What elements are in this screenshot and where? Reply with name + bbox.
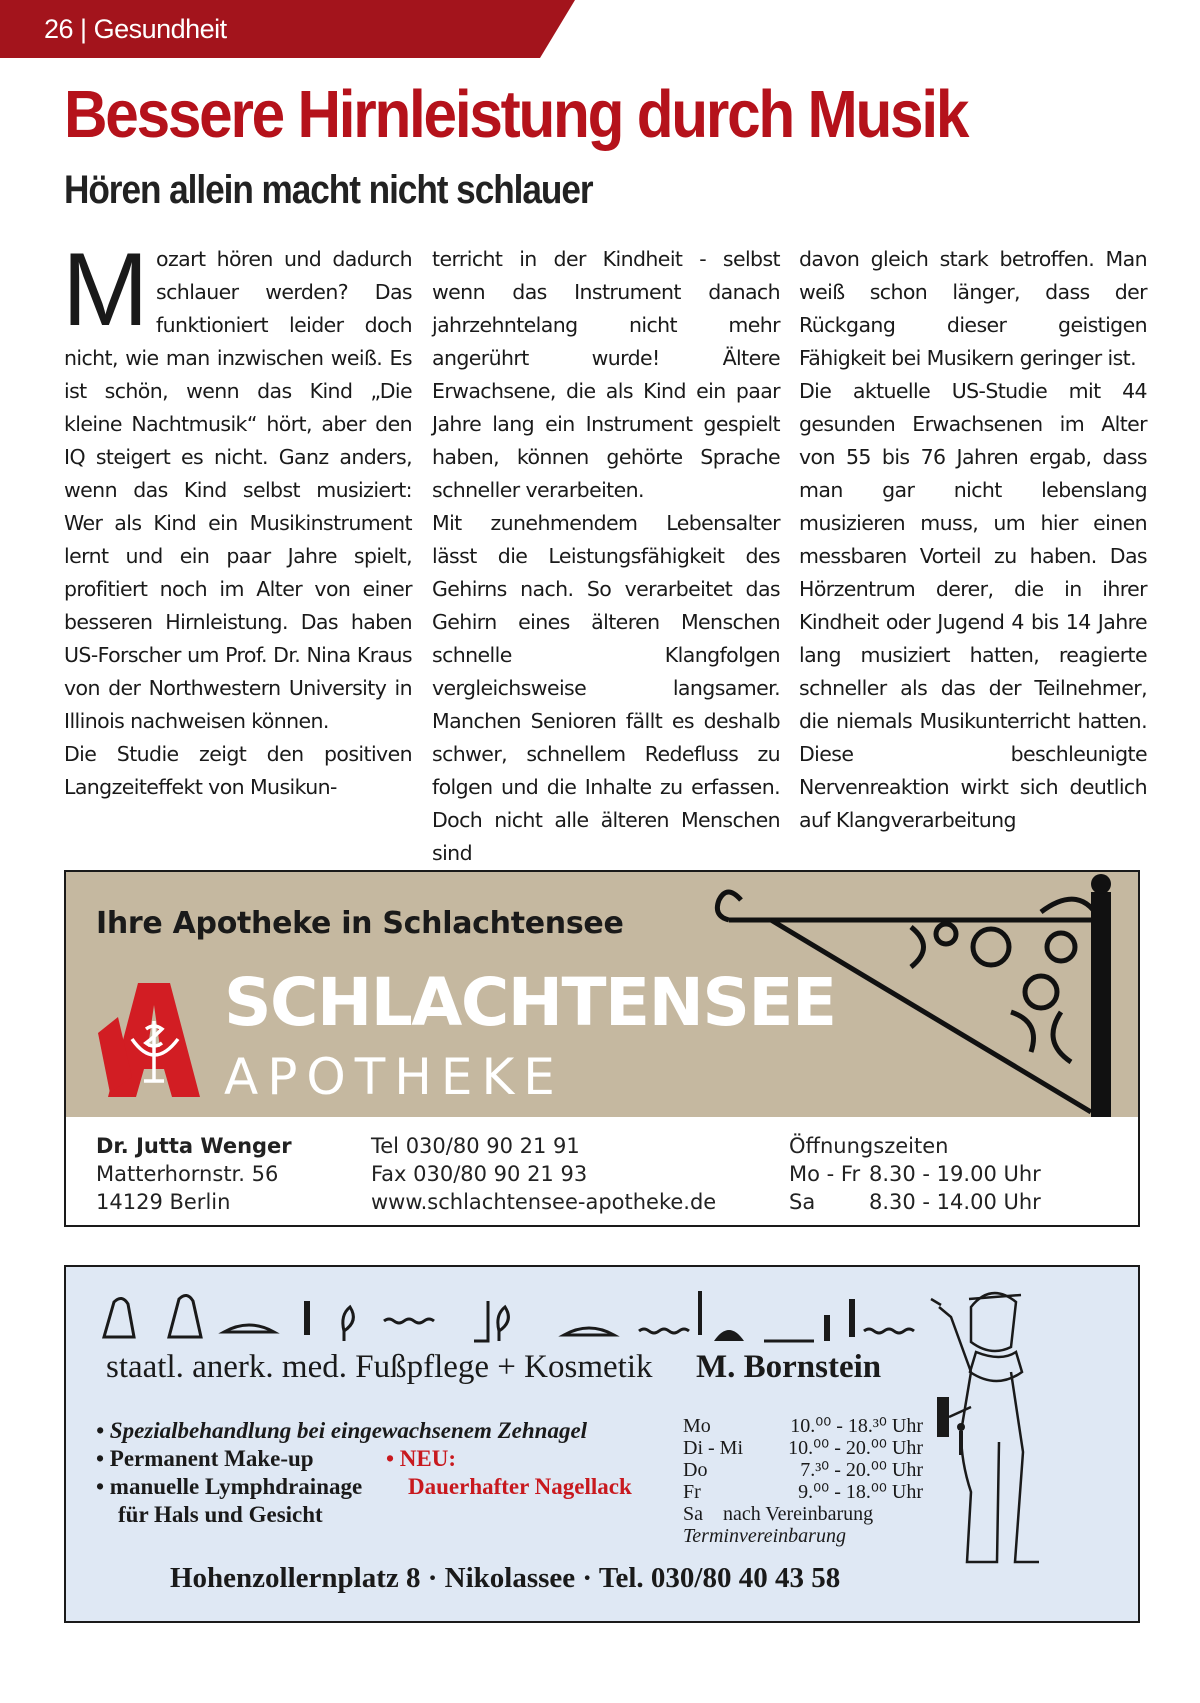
apotheke-brand-sub: APOTHEKE (224, 1048, 564, 1106)
fusspflege-services (96, 1417, 632, 1529)
fusspflege-hours (683, 1415, 923, 1547)
hours-time: 8.30 - 19.00 Uhr (869, 1162, 1041, 1186)
hours-day: Sa (789, 1190, 816, 1214)
apotheke-ad (64, 870, 1140, 1227)
hours-row (683, 1503, 923, 1525)
section-tab (0, 0, 575, 58)
hours-day: Mo (683, 1415, 711, 1437)
service-item: • Permanent Make-up (96, 1446, 314, 1471)
hours-time: 8.30 - 14.00 Uhr (869, 1190, 1041, 1214)
service-item: • manuelle Lymphdrainage (96, 1474, 363, 1499)
apotheke-fax: Fax 030/80 90 21 93 (371, 1162, 588, 1186)
apotheke-website-link[interactable]: www.schlachtensee-apotheke.de (371, 1190, 717, 1214)
service-item: • Spezialbehandlung bei eingewachsenem Zehnagel (96, 1418, 588, 1443)
section-tab-text: 26 | Gesundheit (44, 14, 227, 44)
apotheke-address (96, 1132, 292, 1216)
apotheke-hours-title: Öffnungszeiten (789, 1134, 949, 1158)
hours-row (683, 1415, 923, 1437)
apotheke-tel: Tel 030/80 90 21 91 (371, 1134, 580, 1158)
hours-row (683, 1481, 923, 1503)
section-name: Gesundheit (93, 14, 227, 44)
hours-row (789, 1188, 1041, 1216)
service-item: für Hals und Gesicht (118, 1502, 323, 1527)
article-body (62, 232, 1147, 865)
fusspflege-title: staatl. anerk. med. Fußpflege + Kosmetik (106, 1349, 653, 1385)
paragraph: davon gleich stark betroffen. Man weiß schon länger, dass der Rückgang dieser geistigen Fähigkeit bei Musikern geringer ist. (799, 247, 1147, 370)
paragraph: ozart hören und dadurch schlauer werden? Das funktioniert leider doch nicht, wie man inzwischen weiß. Es ist schön, wenn das Kind „Die kleine Nachtmusik“ hört, aber den IQ steigert es nicht. Ganz anders, wenn das Kind selbst musiziert: Wer als Kind ein Musikinstrument lernt und ein paar Jahre spielt, profitiert noch im Alter von einer besseren Hirnleistung. Das haben US-Forscher um Prof. Dr. Nina Kraus von der Northwestern University in Illinois nachweisen können. (64, 247, 412, 733)
article-column-3 (799, 243, 1147, 833)
fusspflege-ad (64, 1265, 1140, 1623)
apotheke-tagline: Ihre Apotheke in Schlachtensee (96, 906, 624, 941)
new-item: Dauerhafter Nagellack (408, 1474, 632, 1499)
hours-row (789, 1160, 1041, 1188)
fusspflege-address: Hohenzollernplatz 8 · Nikolassee · Tel. 030/80 40 43 58 (170, 1562, 841, 1594)
hours-time: 7.³⁰ - 20.⁰⁰ Uhr (800, 1459, 923, 1481)
apotheke-brand: SCHLACHTENSEE (224, 964, 836, 1041)
wrought-iron-bracket-icon (711, 872, 1141, 1117)
apotheke-hours (789, 1132, 1041, 1216)
paragraph: Die aktuelle US-Studie mit 44 gesunden Erwachsenen im Alter von 55 bis 76 Jahren ergab, dass man gar nicht lebenslang musizieren muss, um hier einen messbaren Vorteil zu haben. Das Hörzentrum derer, die in ihrer Kindheit oder Jugend 4 bis 14 Jahre lang musiziert hatten, reagierte schneller als das der Teilnehmer, die niemals Musikunterricht hatten. Diese beschleunigte Nervenreaktion wirkt sich deutlich auf Klangverarbeitung (799, 379, 1147, 832)
hours-day: Di - Mi (683, 1437, 743, 1459)
headline: Bessere Hirnleistung durch Musik (64, 77, 968, 152)
paragraph: Mit zunehmendem Lebensalter lässt die Leistungsfähigkeit des Gehirns nach. So verarbeitet das Gehirn eines älteren Menschen schnelle Klangfolgen vergleichsweise langsamer. Manchen Senioren fällt es deshalb schwer, schnellem Redefluss zu folgen und die Inhalte zu erfassen. Doch nicht alle älteren Menschen sind (432, 511, 780, 865)
egyptian-figure-icon (931, 1277, 1051, 1577)
apotheke-street: Matterhornstr. 56 (96, 1162, 279, 1186)
hours-time: nach Vereinbarung (723, 1503, 874, 1525)
hours-time: 10.⁰⁰ - 18.³⁰ Uhr (790, 1415, 923, 1437)
paragraph: Die Studie zeigt den positiven Langzeiteffekt von Musikun- (64, 742, 412, 799)
hours-time: 9.⁰⁰ - 18.⁰⁰ Uhr (798, 1481, 923, 1503)
new-service (386, 1445, 632, 1501)
subheadline: Hören allein macht nicht schlauer (64, 168, 593, 212)
hours-time: 10.⁰⁰ - 20.⁰⁰ Uhr (788, 1437, 923, 1459)
fusspflege-owner: M. Bornstein (696, 1349, 882, 1385)
hours-day: Do (683, 1459, 708, 1481)
hours-row (683, 1459, 923, 1481)
apotheke-owner: Dr. Jutta Wenger (96, 1134, 292, 1158)
appointment-note: Terminvereinbarung (683, 1525, 846, 1547)
hours-day: Fr (683, 1481, 701, 1503)
dropcap: M (62, 232, 149, 348)
new-label: • NEU: (386, 1446, 457, 1471)
hours-row (683, 1437, 923, 1459)
paragraph: terricht in der Kindheit - selbst wenn das Instrument danach jahrzehntelang nicht mehr angerührt wurde! Ältere Erwachsene, die als Kind ein paar Jahre lang ein Instrument gespielt haben, können gehörte Sprache schneller verarbeiten. (432, 247, 780, 502)
apotheke-logo-icon (98, 977, 208, 1102)
article-column-1 (62, 232, 412, 833)
apotheke-city: 14129 Berlin (96, 1190, 231, 1214)
hours-day: Sa (683, 1503, 703, 1525)
apotheke-contact (371, 1132, 716, 1216)
page-number: 26 (44, 14, 74, 44)
article-column-2 (432, 243, 780, 865)
hieroglyph-border-icon (94, 1287, 944, 1347)
hours-day: Mo - Fr (789, 1162, 861, 1186)
